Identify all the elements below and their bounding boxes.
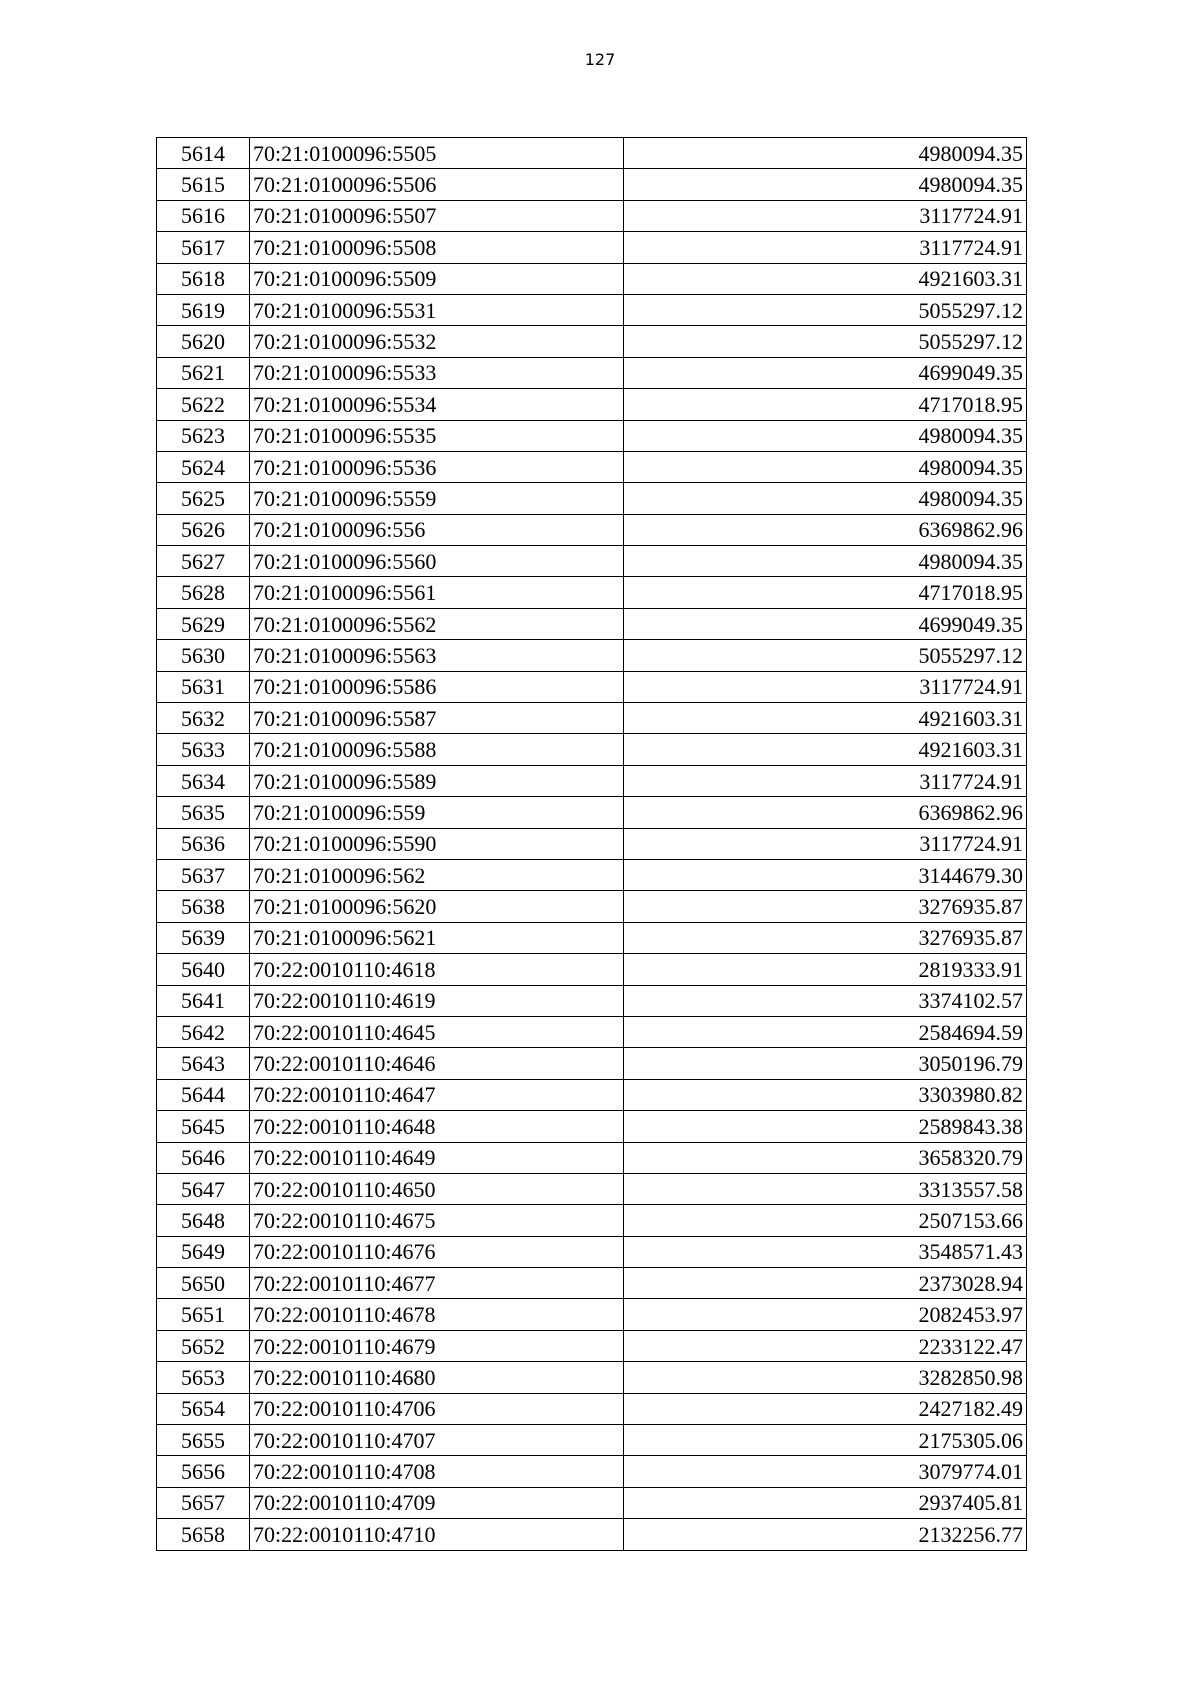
cadastral-number-cell: 70:21:0100096:5588 (250, 734, 624, 765)
cadastral-number-cell: 70:22:0010110:4647 (250, 1079, 624, 1110)
table-row (157, 1425, 1027, 1456)
cadastral-number-cell: 70:22:0010110:4708 (250, 1456, 624, 1487)
row-number-cell: 5626 (157, 514, 250, 545)
table-row (157, 420, 1027, 451)
row-number-cell: 5653 (157, 1362, 250, 1393)
table-row (157, 985, 1027, 1016)
cadastral-number-cell: 70:22:0010110:4646 (250, 1048, 624, 1079)
cadastral-value-cell: 3303980.82 (624, 1079, 1027, 1110)
cadastral-value-table (156, 137, 1027, 1551)
cadastral-value-cell: 3117724.91 (624, 232, 1027, 263)
row-number-cell: 5616 (157, 200, 250, 231)
cadastral-value-cell: 3117724.91 (624, 765, 1027, 796)
table-row (157, 1205, 1027, 1236)
cadastral-number-cell: 70:22:0010110:4706 (250, 1393, 624, 1424)
cadastral-number-cell: 70:21:0100096:5506 (250, 169, 624, 200)
table-row (157, 263, 1027, 294)
table-row (157, 703, 1027, 734)
cadastral-value-cell: 4921603.31 (624, 734, 1027, 765)
table-row (157, 1048, 1027, 1079)
cadastral-number-cell: 70:22:0010110:4649 (250, 1142, 624, 1173)
cadastral-value-cell: 2373028.94 (624, 1268, 1027, 1299)
table-row (157, 891, 1027, 922)
cadastral-number-cell: 70:21:0100096:5507 (250, 200, 624, 231)
table-row (157, 1268, 1027, 1299)
cadastral-number-cell: 70:21:0100096:5531 (250, 294, 624, 325)
cadastral-number-cell: 70:21:0100096:5589 (250, 765, 624, 796)
row-number-cell: 5617 (157, 232, 250, 263)
table-row (157, 640, 1027, 671)
row-number-cell: 5615 (157, 169, 250, 200)
cadastral-value-cell: 4980094.35 (624, 138, 1027, 169)
cadastral-value-cell: 4980094.35 (624, 483, 1027, 514)
table-row (157, 954, 1027, 985)
table-row (157, 1362, 1027, 1393)
cadastral-number-cell: 70:21:0100096:5532 (250, 326, 624, 357)
row-number-cell: 5648 (157, 1205, 250, 1236)
cadastral-number-cell: 70:21:0100096:5562 (250, 608, 624, 639)
cadastral-value-cell: 2937405.81 (624, 1487, 1027, 1518)
table-row (157, 1299, 1027, 1330)
cadastral-value-cell: 3276935.87 (624, 922, 1027, 953)
table-row (157, 765, 1027, 796)
table-row (157, 1111, 1027, 1142)
row-number-cell: 5634 (157, 765, 250, 796)
cadastral-number-cell: 70:21:0100096:556 (250, 514, 624, 545)
cadastral-value-cell: 6369862.96 (624, 797, 1027, 828)
table-row (157, 577, 1027, 608)
row-number-cell: 5625 (157, 483, 250, 514)
cadastral-number-cell: 70:22:0010110:4709 (250, 1487, 624, 1518)
cadastral-value-cell: 2819333.91 (624, 954, 1027, 985)
table-row (157, 1173, 1027, 1204)
table-row (157, 922, 1027, 953)
cadastral-value-cell: 4980094.35 (624, 451, 1027, 482)
table-row (157, 1519, 1027, 1550)
row-number-cell: 5628 (157, 577, 250, 608)
cadastral-number-cell: 70:21:0100096:5505 (250, 138, 624, 169)
row-number-cell: 5647 (157, 1173, 250, 1204)
row-number-cell: 5624 (157, 451, 250, 482)
cadastral-value-cell: 4699049.35 (624, 357, 1027, 388)
table-row (157, 200, 1027, 231)
cadastral-number-cell: 70:21:0100096:5590 (250, 828, 624, 859)
cadastral-number-cell: 70:21:0100096:5563 (250, 640, 624, 671)
cadastral-number-cell: 70:22:0010110:4677 (250, 1268, 624, 1299)
page-number: 127 (584, 50, 616, 69)
table-row (157, 514, 1027, 545)
cadastral-number-cell: 70:21:0100096:5561 (250, 577, 624, 608)
row-number-cell: 5620 (157, 326, 250, 357)
row-number-cell: 5619 (157, 294, 250, 325)
row-number-cell: 5631 (157, 671, 250, 702)
cadastral-value-cell: 3117724.91 (624, 671, 1027, 702)
cadastral-value-cell: 2507153.66 (624, 1205, 1027, 1236)
cadastral-value-cell: 4980094.35 (624, 169, 1027, 200)
cadastral-value-cell: 4717018.95 (624, 577, 1027, 608)
cadastral-number-cell: 70:21:0100096:5559 (250, 483, 624, 514)
cadastral-value-cell: 3374102.57 (624, 985, 1027, 1016)
cadastral-value-cell: 2082453.97 (624, 1299, 1027, 1330)
row-number-cell: 5640 (157, 954, 250, 985)
cadastral-value-cell: 5055297.12 (624, 326, 1027, 357)
cadastral-number-cell: 70:21:0100096:559 (250, 797, 624, 828)
table-row (157, 671, 1027, 702)
row-number-cell: 5632 (157, 703, 250, 734)
cadastral-value-cell: 3117724.91 (624, 200, 1027, 231)
row-number-cell: 5636 (157, 828, 250, 859)
cadastral-value-cell: 3276935.87 (624, 891, 1027, 922)
row-number-cell: 5649 (157, 1236, 250, 1267)
row-number-cell: 5637 (157, 859, 250, 890)
cadastral-number-cell: 70:21:0100096:5536 (250, 451, 624, 482)
cadastral-number-cell: 70:22:0010110:4675 (250, 1205, 624, 1236)
row-number-cell: 5650 (157, 1268, 250, 1299)
table-row (157, 546, 1027, 577)
row-number-cell: 5622 (157, 389, 250, 420)
cadastral-number-cell: 70:22:0010110:4650 (250, 1173, 624, 1204)
table-row (157, 1142, 1027, 1173)
table-row (157, 608, 1027, 639)
table-row (157, 1079, 1027, 1110)
table-row (157, 828, 1027, 859)
cadastral-value-cell: 5055297.12 (624, 640, 1027, 671)
cadastral-value-cell: 4921603.31 (624, 703, 1027, 734)
row-number-cell: 5614 (157, 138, 250, 169)
row-number-cell: 5629 (157, 608, 250, 639)
cadastral-number-cell: 70:21:0100096:5534 (250, 389, 624, 420)
table-row (157, 1016, 1027, 1047)
table-row (157, 451, 1027, 482)
cadastral-value-cell: 2233122.47 (624, 1330, 1027, 1361)
row-number-cell: 5656 (157, 1456, 250, 1487)
row-number-cell: 5630 (157, 640, 250, 671)
table-row (157, 326, 1027, 357)
cadastral-value-cell: 2132256.77 (624, 1519, 1027, 1550)
table-row (157, 483, 1027, 514)
table-row (157, 294, 1027, 325)
table-row (157, 859, 1027, 890)
row-number-cell: 5658 (157, 1519, 250, 1550)
cadastral-value-cell: 3117724.91 (624, 828, 1027, 859)
table-row (157, 1487, 1027, 1518)
row-number-cell: 5641 (157, 985, 250, 1016)
cadastral-value-cell: 3050196.79 (624, 1048, 1027, 1079)
cadastral-value-cell: 5055297.12 (624, 294, 1027, 325)
cadastral-value-cell: 6369862.96 (624, 514, 1027, 545)
row-number-cell: 5644 (157, 1079, 250, 1110)
table-row (157, 1330, 1027, 1361)
row-number-cell: 5642 (157, 1016, 250, 1047)
row-number-cell: 5621 (157, 357, 250, 388)
cadastral-number-cell: 70:22:0010110:4619 (250, 985, 624, 1016)
table-row (157, 389, 1027, 420)
table-row (157, 357, 1027, 388)
cadastral-value-cell: 3313557.58 (624, 1173, 1027, 1204)
cadastral-value-cell: 3658320.79 (624, 1142, 1027, 1173)
cadastral-value-cell: 3282850.98 (624, 1362, 1027, 1393)
cadastral-value-cell: 2175305.06 (624, 1425, 1027, 1456)
cadastral-number-cell: 70:22:0010110:4679 (250, 1330, 624, 1361)
cadastral-value-cell: 4921603.31 (624, 263, 1027, 294)
cadastral-number-cell: 70:22:0010110:4648 (250, 1111, 624, 1142)
cadastral-number-cell: 70:21:0100096:5509 (250, 263, 624, 294)
row-number-cell: 5651 (157, 1299, 250, 1330)
cadastral-value-cell: 3548571.43 (624, 1236, 1027, 1267)
row-number-cell: 5657 (157, 1487, 250, 1518)
cadastral-number-cell: 70:22:0010110:4710 (250, 1519, 624, 1550)
table-row (157, 734, 1027, 765)
table-row (157, 797, 1027, 828)
row-number-cell: 5635 (157, 797, 250, 828)
cadastral-number-cell: 70:21:0100096:5586 (250, 671, 624, 702)
cadastral-value-cell: 3079774.01 (624, 1456, 1027, 1487)
table-row (157, 1456, 1027, 1487)
cadastral-number-cell: 70:22:0010110:4678 (250, 1299, 624, 1330)
cadastral-number-cell: 70:21:0100096:5587 (250, 703, 624, 734)
cadastral-number-cell: 70:21:0100096:5535 (250, 420, 624, 451)
cadastral-number-cell: 70:22:0010110:4618 (250, 954, 624, 985)
row-number-cell: 5627 (157, 546, 250, 577)
row-number-cell: 5633 (157, 734, 250, 765)
row-number-cell: 5646 (157, 1142, 250, 1173)
row-number-cell: 5618 (157, 263, 250, 294)
cadastral-number-cell: 70:22:0010110:4676 (250, 1236, 624, 1267)
row-number-cell: 5652 (157, 1330, 250, 1361)
cadastral-value-cell: 2589843.38 (624, 1111, 1027, 1142)
cadastral-value-cell: 2584694.59 (624, 1016, 1027, 1047)
cadastral-value-cell: 2427182.49 (624, 1393, 1027, 1424)
cadastral-value-cell: 3144679.30 (624, 859, 1027, 890)
table-row (157, 138, 1027, 169)
cadastral-number-cell: 70:22:0010110:4680 (250, 1362, 624, 1393)
row-number-cell: 5654 (157, 1393, 250, 1424)
cadastral-number-cell: 70:21:0100096:5620 (250, 891, 624, 922)
row-number-cell: 5639 (157, 922, 250, 953)
table-row (157, 169, 1027, 200)
cadastral-value-cell: 4980094.35 (624, 546, 1027, 577)
cadastral-number-cell: 70:22:0010110:4707 (250, 1425, 624, 1456)
cadastral-number-cell: 70:21:0100096:5560 (250, 546, 624, 577)
table-row (157, 1236, 1027, 1267)
table-body (157, 138, 1027, 1551)
table-row (157, 1393, 1027, 1424)
cadastral-number-cell: 70:21:0100096:5533 (250, 357, 624, 388)
cadastral-value-cell: 4717018.95 (624, 389, 1027, 420)
cadastral-number-cell: 70:21:0100096:562 (250, 859, 624, 890)
cadastral-value-cell: 4980094.35 (624, 420, 1027, 451)
cadastral-number-cell: 70:22:0010110:4645 (250, 1016, 624, 1047)
row-number-cell: 5645 (157, 1111, 250, 1142)
row-number-cell: 5643 (157, 1048, 250, 1079)
row-number-cell: 5638 (157, 891, 250, 922)
cadastral-value-cell: 4699049.35 (624, 608, 1027, 639)
cadastral-number-cell: 70:21:0100096:5621 (250, 922, 624, 953)
cadastral-number-cell: 70:21:0100096:5508 (250, 232, 624, 263)
table-row (157, 232, 1027, 263)
row-number-cell: 5623 (157, 420, 250, 451)
row-number-cell: 5655 (157, 1425, 250, 1456)
